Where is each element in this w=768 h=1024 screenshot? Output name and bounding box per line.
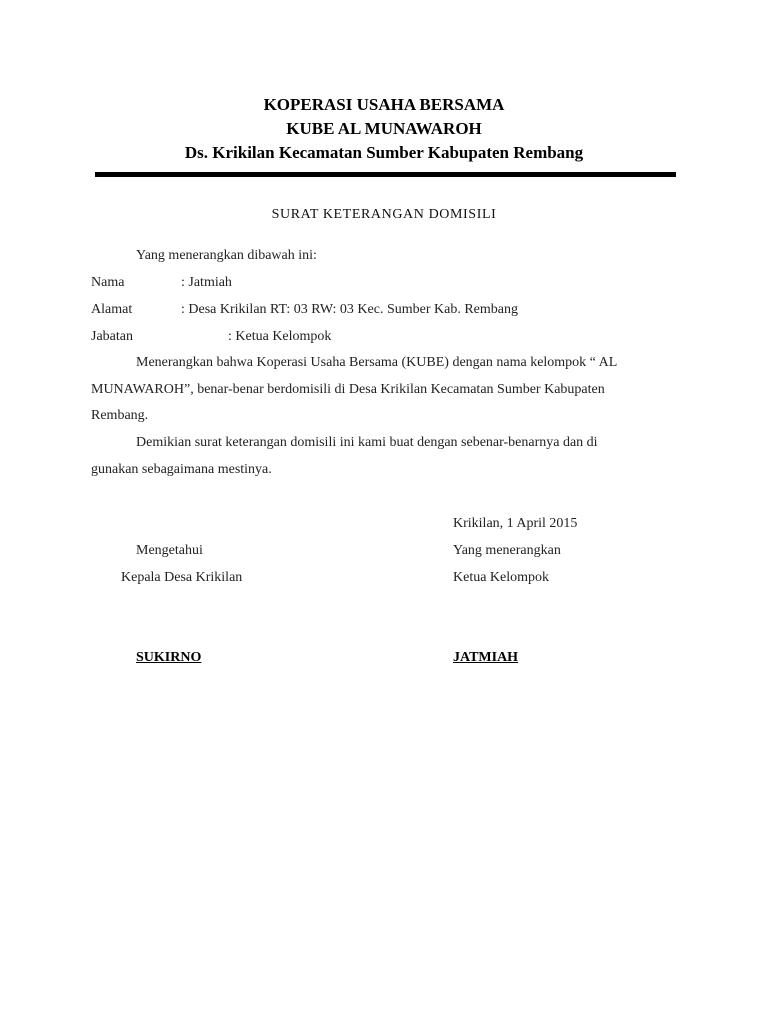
letterhead-group-name: KUBE AL MUNAWAROH [286,119,482,138]
paragraph1-line2: MUNAWAROH”, benar-benar berdomisili di Desa Krikilan Kecamatan Sumber Kabupaten [91,382,605,397]
paragraph2-line2: gunakan sebagaimana mestinya. [91,462,272,477]
left-signer-acknowledged: Mengetahui [136,543,203,558]
letterhead-address: Ds. Krikilan Kecamatan Sumber Kabupaten Rembang [184,143,584,162]
letterhead-org-name: KOPERASI USAHA BERSAMA [263,95,505,114]
field-value-alamat: : Desa Krikilan RT: 03 RW: 03 Kec. Sumber Kab. Rembang [181,302,518,317]
field-value-nama: : Jatmiah [181,275,232,290]
intro-line: Yang menerangkan dibawah ini: [136,248,317,263]
right-signer-declarant: Yang menerangkan [453,543,561,558]
right-signer-title: Ketua Kelompok [453,570,550,585]
left-signer-title: Kepala Desa Krikilan [121,570,243,585]
field-label-nama: Nama [91,275,125,290]
field-label-jabatan: Jabatan [91,329,133,344]
letterhead-divider [95,172,676,177]
paragraph1-line1: Menerangkan bahwa Koperasi Usaha Bersama (KUBE) dengan nama kelompok “ AL [136,355,618,370]
left-signer-name: SUKIRNO [136,650,202,665]
paragraph2-line1: Demikian surat keterangan domisili ini kami buat dengan sebenar-benarnya dan di [136,435,598,450]
place-date: Krikilan, 1 April 2015 [453,516,578,531]
right-signer-name: JATMIAH [453,650,519,665]
paragraph1-line3: Rembang. [91,408,149,423]
field-label-alamat: Alamat [91,302,133,317]
document-title: SURAT KETERANGAN DOMISILI [271,207,497,222]
field-value-jabatan: : Ketua Kelompok [228,329,332,344]
